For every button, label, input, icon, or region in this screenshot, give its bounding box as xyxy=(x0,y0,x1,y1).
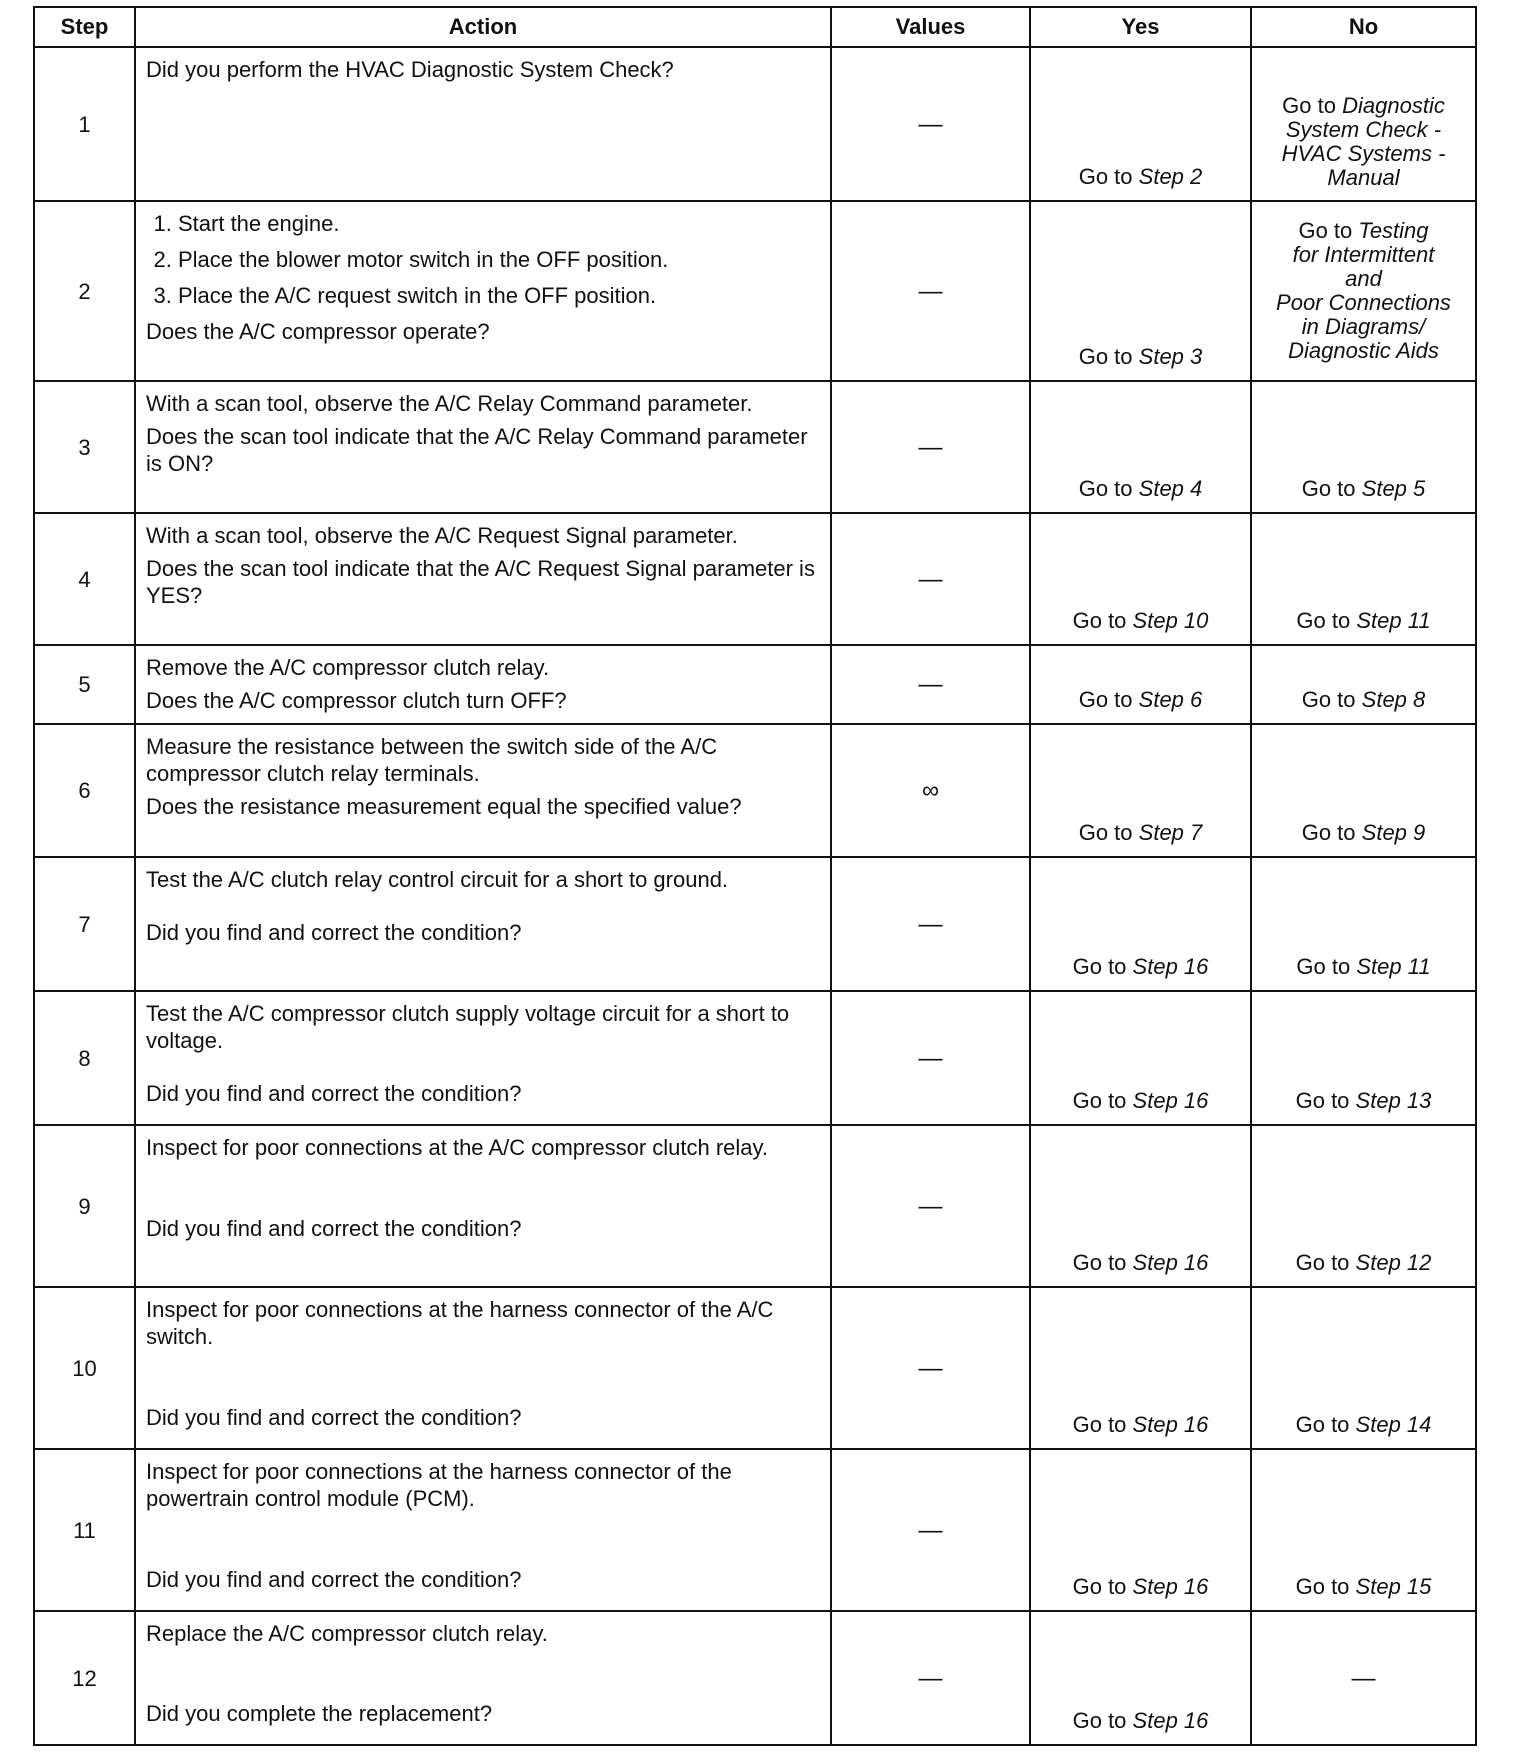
action-question: Does the resistance measurement equal the specified value? xyxy=(146,794,742,819)
yes-step-ref: Step 16 xyxy=(1132,954,1209,979)
table-row xyxy=(34,857,1476,991)
table-row xyxy=(34,1611,1476,1745)
yes-step-ref: Step 10 xyxy=(1132,608,1209,633)
yes-cell xyxy=(1030,1287,1251,1449)
no-ref-line: Manual xyxy=(1327,165,1400,190)
no-step-ref: Step 15 xyxy=(1355,1574,1432,1599)
yes-step-ref: Step 7 xyxy=(1138,820,1203,845)
no-cell xyxy=(1251,991,1476,1125)
no-reference xyxy=(1256,94,1471,190)
no-prefix: Go to xyxy=(1295,1412,1350,1437)
no-step-ref: Step 12 xyxy=(1355,1250,1432,1275)
yes-cell xyxy=(1030,724,1251,857)
action-text: Measure the resistance between the switch side of the A/C compressor clutch relay terminals. xyxy=(146,734,718,786)
no-step-ref: Step 8 xyxy=(1361,687,1426,712)
no-cell: — xyxy=(1251,1611,1476,1745)
no-step-ref: Step 9 xyxy=(1361,820,1426,845)
yes-prefix: Go to xyxy=(1078,820,1133,845)
action-text: With a scan tool, observe the A/C Request Signal parameter. xyxy=(146,523,738,548)
value-cell: — xyxy=(831,47,1030,201)
action-question: Did you find and correct the condition? xyxy=(146,1216,522,1241)
action-question: Does the A/C compressor operate? xyxy=(146,319,490,344)
yes-prefix: Go to xyxy=(1072,1088,1127,1113)
step-number: 3 xyxy=(34,381,135,513)
yes-cell xyxy=(1030,1611,1251,1745)
no-cell xyxy=(1251,381,1476,513)
no-step-ref: Step 14 xyxy=(1355,1412,1432,1437)
step-number: 5 xyxy=(34,645,135,724)
action-cell xyxy=(135,645,831,724)
table-row xyxy=(34,1449,1476,1611)
step-number: 1 xyxy=(34,47,135,201)
action-cell xyxy=(135,201,831,381)
step-number: 11 xyxy=(34,1449,135,1611)
action-question: Does the scan tool indicate that the A/C Relay Command parameter is ON? xyxy=(146,424,808,476)
no-prefix: Go to xyxy=(1301,820,1356,845)
value-cell: — xyxy=(831,381,1030,513)
yes-cell xyxy=(1030,1125,1251,1287)
no-cell xyxy=(1251,645,1476,724)
action-cell xyxy=(135,991,831,1125)
yes-prefix: Go to xyxy=(1072,1708,1127,1733)
action-question: Did you find and correct the condition? xyxy=(146,1405,522,1430)
table-row xyxy=(34,1287,1476,1449)
action-step-item: 1. Start the engine. xyxy=(178,210,820,237)
no-cell xyxy=(1251,1287,1476,1449)
no-prefix: Go to xyxy=(1295,1574,1350,1599)
action-question: Did you complete the replacement? xyxy=(146,1701,493,1726)
step-number: 2 xyxy=(34,201,135,381)
yes-prefix: Go to xyxy=(1072,954,1127,979)
no-cell xyxy=(1251,47,1476,201)
action-text: Inspect for poor connections at the harness connector of the A/C switch. xyxy=(146,1297,774,1349)
step-number: 6 xyxy=(34,724,135,857)
action-cell xyxy=(135,513,831,645)
table-row xyxy=(34,645,1476,724)
action-text: Remove the A/C compressor clutch relay. xyxy=(146,655,550,680)
value-cell: — xyxy=(831,857,1030,991)
yes-cell xyxy=(1030,857,1251,991)
action-text: Inspect for poor connections at the harness connector of the powertrain control module (PCM). xyxy=(146,1459,732,1511)
no-cell xyxy=(1251,201,1476,381)
yes-prefix: Go to xyxy=(1078,164,1133,189)
value-cell: — xyxy=(831,1125,1030,1287)
no-ref-line: HVAC Systems - xyxy=(1281,141,1446,166)
yes-prefix: Go to xyxy=(1078,687,1133,712)
step-number: 8 xyxy=(34,991,135,1125)
yes-prefix: Go to xyxy=(1078,344,1133,369)
no-cell xyxy=(1251,513,1476,645)
yes-step-ref: Step 4 xyxy=(1138,476,1203,501)
yes-prefix: Go to xyxy=(1072,1574,1127,1599)
no-ref-line: and xyxy=(1345,266,1382,291)
no-ref-line: Poor Connections xyxy=(1276,290,1451,315)
no-prefix: Go to xyxy=(1282,93,1336,118)
header-step: Step xyxy=(34,7,135,47)
yes-cell xyxy=(1030,645,1251,724)
no-ref-line: for Intermittent xyxy=(1292,242,1435,267)
yes-prefix: Go to xyxy=(1078,476,1133,501)
action-cell xyxy=(135,857,831,991)
action-cell xyxy=(135,1611,831,1745)
header-values: Values xyxy=(831,7,1030,47)
action-text: With a scan tool, observe the A/C Relay Command parameter. xyxy=(146,391,753,416)
action-text: Inspect for poor connections at the A/C compressor clutch relay. xyxy=(146,1135,769,1160)
yes-cell xyxy=(1030,1449,1251,1611)
yes-step-ref: Step 16 xyxy=(1132,1574,1209,1599)
table-row xyxy=(34,47,1476,201)
value-cell: — xyxy=(831,645,1030,724)
value-cell: ∞ xyxy=(831,724,1030,857)
no-prefix: Go to xyxy=(1296,954,1351,979)
yes-cell xyxy=(1030,381,1251,513)
action-question: Did you find and correct the condition? xyxy=(146,1567,522,1592)
header-action: Action xyxy=(135,7,831,47)
value-cell: — xyxy=(831,991,1030,1125)
no-cell xyxy=(1251,1125,1476,1287)
action-text: Test the A/C compressor clutch supply voltage circuit for a short to voltage. xyxy=(146,1001,790,1053)
no-ref-line: in Diagrams/ xyxy=(1301,314,1426,339)
action-steps-list xyxy=(146,210,820,309)
yes-prefix: Go to xyxy=(1072,1412,1127,1437)
table-row xyxy=(34,381,1476,513)
step-number: 9 xyxy=(34,1125,135,1287)
action-cell xyxy=(135,1449,831,1611)
action-question: Did you find and correct the condition? xyxy=(146,920,522,945)
table-row xyxy=(34,991,1476,1125)
no-prefix: Go to xyxy=(1295,1250,1350,1275)
no-ref-line: Testing xyxy=(1358,218,1429,243)
yes-prefix: Go to xyxy=(1072,608,1127,633)
yes-cell xyxy=(1030,201,1251,381)
table-row xyxy=(34,724,1476,857)
no-cell xyxy=(1251,1449,1476,1611)
action-text: Test the A/C clutch relay control circuit for a short to ground. xyxy=(146,867,729,892)
no-ref-line: System Check - xyxy=(1285,117,1442,142)
action-question: Does the A/C compressor clutch turn OFF? xyxy=(146,688,567,713)
no-ref-line: Diagnostic Aids xyxy=(1288,338,1439,363)
value-cell: — xyxy=(831,1611,1030,1745)
yes-step-ref: Step 3 xyxy=(1138,344,1203,369)
step-number: 10 xyxy=(34,1287,135,1449)
no-ref-line: Diagnostic xyxy=(1342,93,1445,118)
yes-prefix: Go to xyxy=(1072,1250,1127,1275)
action-question: Does the scan tool indicate that the A/C Request Signal parameter is YES? xyxy=(146,556,815,608)
step-number: 12 xyxy=(34,1611,135,1745)
no-step-ref: Step 11 xyxy=(1356,608,1431,633)
step-number: 4 xyxy=(34,513,135,645)
no-cell xyxy=(1251,724,1476,857)
action-cell xyxy=(135,724,831,857)
no-step-ref: Step 5 xyxy=(1361,476,1426,501)
header-yes: Yes xyxy=(1030,7,1251,47)
value-cell: — xyxy=(831,513,1030,645)
no-prefix: Go to xyxy=(1298,218,1353,243)
yes-cell xyxy=(1030,513,1251,645)
no-cell xyxy=(1251,857,1476,991)
header-no: No xyxy=(1251,7,1476,47)
action-cell xyxy=(135,47,831,201)
step-number: 7 xyxy=(34,857,135,991)
action-cell xyxy=(135,1287,831,1449)
value-cell: — xyxy=(831,1449,1030,1611)
value-cell: — xyxy=(831,1287,1030,1449)
no-prefix: Go to xyxy=(1296,608,1351,633)
yes-step-ref: Step 16 xyxy=(1132,1088,1209,1113)
no-step-ref: Step 13 xyxy=(1355,1088,1432,1113)
table-header-row xyxy=(34,7,1476,47)
yes-step-ref: Step 2 xyxy=(1138,164,1203,189)
yes-cell xyxy=(1030,47,1251,201)
diagnostic-table xyxy=(33,6,1477,1746)
yes-step-ref: Step 16 xyxy=(1132,1250,1209,1275)
action-step-item: 2. Place the blower motor switch in the OFF position. xyxy=(178,246,820,273)
action-text: Did you perform the HVAC Diagnostic System Check? xyxy=(146,57,674,82)
value-cell: — xyxy=(831,201,1030,381)
action-cell xyxy=(135,1125,831,1287)
yes-step-ref: Step 6 xyxy=(1138,687,1203,712)
action-text: Replace the A/C compressor clutch relay. xyxy=(146,1621,548,1646)
yes-step-ref: Step 16 xyxy=(1132,1708,1209,1733)
table-row xyxy=(34,513,1476,645)
yes-cell xyxy=(1030,991,1251,1125)
action-question: Did you find and correct the condition? xyxy=(146,1081,522,1106)
action-cell xyxy=(135,381,831,513)
no-prefix: Go to xyxy=(1301,687,1356,712)
table-row xyxy=(34,1125,1476,1287)
no-reference xyxy=(1256,219,1471,363)
action-step-item: 3. Place the A/C request switch in the OFF position. xyxy=(178,282,820,309)
yes-step-ref: Step 16 xyxy=(1132,1412,1209,1437)
no-step-ref: Step 11 xyxy=(1356,954,1431,979)
no-prefix: Go to xyxy=(1301,476,1356,501)
table-row xyxy=(34,201,1476,381)
no-prefix: Go to xyxy=(1295,1088,1350,1113)
